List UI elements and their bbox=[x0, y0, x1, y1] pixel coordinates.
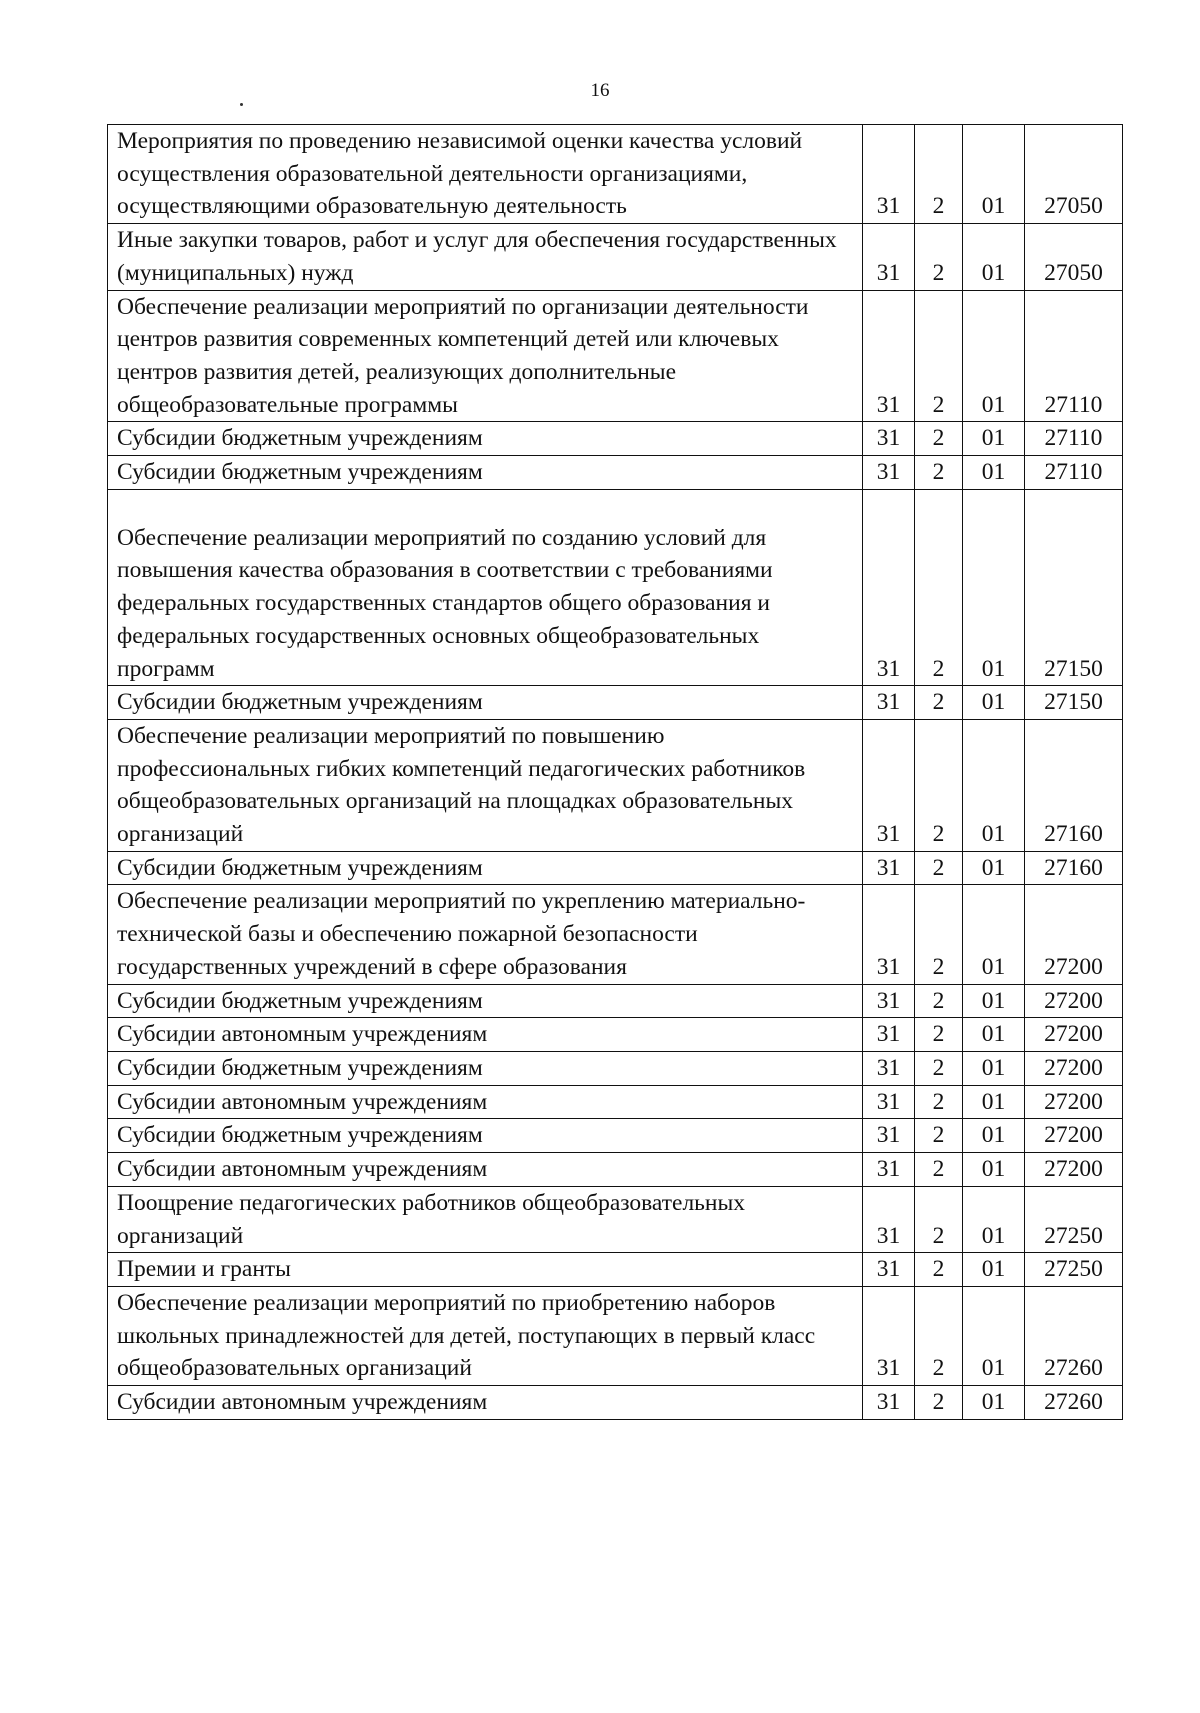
row-code-4: 27200 bbox=[1025, 885, 1123, 984]
row-code-2: 2 bbox=[915, 422, 963, 456]
table-row bbox=[108, 224, 1123, 290]
table-row bbox=[108, 1286, 1123, 1385]
row-code-3: 01 bbox=[963, 290, 1025, 422]
row-code-4: 27250 bbox=[1025, 1253, 1123, 1287]
row-code-4: 27250 bbox=[1025, 1186, 1123, 1252]
row-code-4: 27110 bbox=[1025, 456, 1123, 490]
row-code-4: 27200 bbox=[1025, 1051, 1123, 1085]
row-code-2: 2 bbox=[915, 1018, 963, 1052]
row-code-3: 01 bbox=[963, 422, 1025, 456]
row-code-3: 01 bbox=[963, 1051, 1025, 1085]
row-code-4: 27150 bbox=[1025, 686, 1123, 720]
row-code-1: 31 bbox=[863, 984, 915, 1018]
row-code-1: 31 bbox=[863, 1051, 915, 1085]
row-code-4: 27050 bbox=[1025, 125, 1123, 224]
row-code-3: 01 bbox=[963, 1286, 1025, 1385]
row-code-3: 01 bbox=[963, 1186, 1025, 1252]
row-code-3: 01 bbox=[963, 885, 1025, 984]
row-code-3: 01 bbox=[963, 851, 1025, 885]
row-code-2: 2 bbox=[915, 290, 963, 422]
table-row bbox=[108, 489, 1123, 686]
row-code-2: 2 bbox=[915, 1153, 963, 1187]
row-code-2: 2 bbox=[915, 686, 963, 720]
row-code-3: 01 bbox=[963, 984, 1025, 1018]
row-code-4: 27200 bbox=[1025, 1018, 1123, 1052]
table-row bbox=[108, 851, 1123, 885]
row-code-4: 27110 bbox=[1025, 290, 1123, 422]
row-code-1: 31 bbox=[863, 1119, 915, 1153]
row-description: Субсидии автономным учреждениям bbox=[108, 1085, 863, 1119]
row-code-2: 2 bbox=[915, 1253, 963, 1287]
row-description: Субсидии бюджетным учреждениям bbox=[108, 686, 863, 720]
row-description: Обеспечение реализации мероприятий по приобретению наборов школьных принадлежностей для детей, поступающих в первый класс общеобразовательных организаций bbox=[108, 1286, 863, 1385]
row-description: Премии и гранты bbox=[108, 1253, 863, 1287]
row-code-1: 31 bbox=[863, 489, 915, 686]
table-row bbox=[108, 125, 1123, 224]
row-description: Обеспечение реализации мероприятий по повышению профессиональных гибких компетенций педагогических работников общеобразовательных организаций на площадках образовательных организаций bbox=[108, 719, 863, 851]
table-row bbox=[108, 1051, 1123, 1085]
table-row bbox=[108, 422, 1123, 456]
row-code-2: 2 bbox=[915, 1386, 963, 1420]
row-code-4: 27260 bbox=[1025, 1386, 1123, 1420]
row-code-2: 2 bbox=[915, 1051, 963, 1085]
row-description: Субсидии автономным учреждениям bbox=[108, 1386, 863, 1420]
row-code-1: 31 bbox=[863, 125, 915, 224]
row-code-2: 2 bbox=[915, 489, 963, 686]
table-row bbox=[108, 984, 1123, 1018]
row-description: Субсидии бюджетным учреждениям bbox=[108, 422, 863, 456]
row-code-1: 31 bbox=[863, 719, 915, 851]
row-code-1: 31 bbox=[863, 1018, 915, 1052]
row-description: Обеспечение реализации мероприятий по организации деятельности центров развития современных компетенций детей или ключевых центров развития детей, реализующих дополнительные общеобразовательные программы bbox=[108, 290, 863, 422]
row-code-1: 31 bbox=[863, 224, 915, 290]
row-code-2: 2 bbox=[915, 984, 963, 1018]
table-row bbox=[108, 1018, 1123, 1052]
row-code-2: 2 bbox=[915, 456, 963, 490]
row-description: Субсидии бюджетным учреждениям bbox=[108, 456, 863, 490]
row-code-4: 27050 bbox=[1025, 224, 1123, 290]
row-code-4: 27110 bbox=[1025, 422, 1123, 456]
row-description: Субсидии автономным учреждениям bbox=[108, 1153, 863, 1187]
row-code-1: 31 bbox=[863, 1186, 915, 1252]
row-code-2: 2 bbox=[915, 719, 963, 851]
row-code-2: 2 bbox=[915, 1119, 963, 1153]
row-code-1: 31 bbox=[863, 885, 915, 984]
budget-table bbox=[107, 124, 1123, 1420]
row-code-3: 01 bbox=[963, 686, 1025, 720]
row-code-1: 31 bbox=[863, 1286, 915, 1385]
table-row bbox=[108, 1153, 1123, 1187]
row-code-1: 31 bbox=[863, 1153, 915, 1187]
row-code-1: 31 bbox=[863, 456, 915, 490]
row-description: Мероприятия по проведению независимой оценки качества условий осуществления образовательной деятельности организациями, осуществляющими образовательную деятельность bbox=[108, 125, 863, 224]
row-code-3: 01 bbox=[963, 489, 1025, 686]
row-code-3: 01 bbox=[963, 456, 1025, 490]
row-description: Обеспечение реализации мероприятий по созданию условий для повышения качества образования в соответствии с требованиями федеральных государственных стандартов общего образования и федеральных государственных основных общеобразовательных программ bbox=[108, 489, 863, 686]
row-description: Субсидии автономным учреждениям bbox=[108, 1018, 863, 1052]
row-code-1: 31 bbox=[863, 1253, 915, 1287]
row-code-2: 2 bbox=[915, 851, 963, 885]
row-code-4: 27160 bbox=[1025, 851, 1123, 885]
row-code-4: 27160 bbox=[1025, 719, 1123, 851]
table-row bbox=[108, 686, 1123, 720]
row-code-4: 27200 bbox=[1025, 984, 1123, 1018]
row-code-1: 31 bbox=[863, 290, 915, 422]
row-code-4: 27150 bbox=[1025, 489, 1123, 686]
row-code-3: 01 bbox=[963, 1253, 1025, 1287]
row-code-3: 01 bbox=[963, 224, 1025, 290]
table-row bbox=[108, 1119, 1123, 1153]
scan-speck bbox=[240, 103, 243, 106]
row-description: Субсидии бюджетным учреждениям bbox=[108, 1119, 863, 1153]
table-row bbox=[108, 719, 1123, 851]
row-description: Поощрение педагогических работников общеобразовательных организаций bbox=[108, 1186, 863, 1252]
row-code-3: 01 bbox=[963, 719, 1025, 851]
row-code-3: 01 bbox=[963, 125, 1025, 224]
page-number: 16 bbox=[590, 80, 610, 101]
row-code-2: 2 bbox=[915, 224, 963, 290]
table-row bbox=[108, 1386, 1123, 1420]
row-code-1: 31 bbox=[863, 1386, 915, 1420]
row-code-1: 31 bbox=[863, 422, 915, 456]
row-code-2: 2 bbox=[915, 885, 963, 984]
table-row bbox=[108, 1085, 1123, 1119]
row-code-1: 31 bbox=[863, 851, 915, 885]
row-code-3: 01 bbox=[963, 1153, 1025, 1187]
table-row bbox=[108, 885, 1123, 984]
row-code-4: 27260 bbox=[1025, 1286, 1123, 1385]
table-row bbox=[108, 456, 1123, 490]
row-description: Иные закупки товаров, работ и услуг для обеспечения государственных (муниципальных) нужд bbox=[108, 224, 863, 290]
row-code-4: 27200 bbox=[1025, 1153, 1123, 1187]
row-code-3: 01 bbox=[963, 1386, 1025, 1420]
row-description: Субсидии бюджетным учреждениям bbox=[108, 851, 863, 885]
row-code-2: 2 bbox=[915, 125, 963, 224]
row-code-2: 2 bbox=[915, 1085, 963, 1119]
row-code-3: 01 bbox=[963, 1018, 1025, 1052]
row-code-2: 2 bbox=[915, 1286, 963, 1385]
row-code-4: 27200 bbox=[1025, 1085, 1123, 1119]
table-row bbox=[108, 290, 1123, 422]
table-row bbox=[108, 1186, 1123, 1252]
row-code-3: 01 bbox=[963, 1119, 1025, 1153]
row-code-1: 31 bbox=[863, 686, 915, 720]
row-description: Субсидии бюджетным учреждениям bbox=[108, 1051, 863, 1085]
row-code-1: 31 bbox=[863, 1085, 915, 1119]
row-code-4: 27200 bbox=[1025, 1119, 1123, 1153]
row-code-3: 01 bbox=[963, 1085, 1025, 1119]
row-description: Субсидии бюджетным учреждениям bbox=[108, 984, 863, 1018]
table-row bbox=[108, 1253, 1123, 1287]
row-description: Обеспечение реализации мероприятий по укреплению материально-технической базы и обеспечению пожарной безопасности государственных учреждений в сфере образования bbox=[108, 885, 863, 984]
row-code-2: 2 bbox=[915, 1186, 963, 1252]
